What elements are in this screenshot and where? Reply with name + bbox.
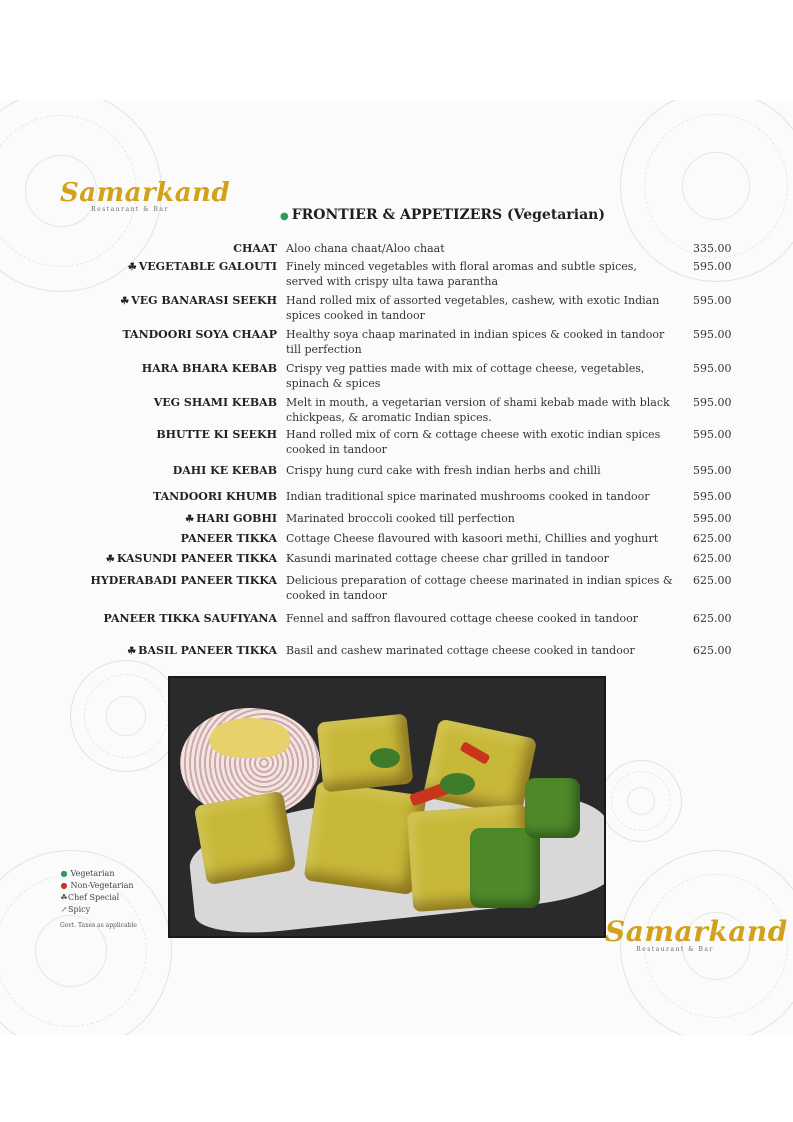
nonveg-dot-icon: ● [60, 881, 68, 890]
item-name [120, 293, 277, 309]
brand-tagline-footer: Restaurant & Bar [636, 946, 714, 953]
item-name-text: TANDOORI SOYA CHAAP [122, 328, 277, 341]
item-name-text: VEG SHAMI KEBAB [153, 396, 277, 409]
item-name-text: HYDERABADI PANEER TIKKA [90, 574, 277, 587]
capsicum-piece [470, 828, 540, 908]
item-name-text: BHUTTE KI SEEKH [156, 428, 277, 441]
item-name [142, 361, 277, 376]
item-price: 625.00 [693, 552, 732, 565]
brand-tagline: Restaurant & Bar [91, 206, 169, 213]
herb-garnish [440, 773, 475, 795]
item-price: 595.00 [693, 490, 732, 503]
item-name [153, 489, 277, 504]
item-name-text: BASIL PANEER TIKKA [138, 644, 277, 657]
brand-name-footer: Samarkand [605, 915, 788, 948]
paneer-piece [317, 713, 414, 792]
legend-nonveg-label: Non-Vegetarian [70, 881, 134, 890]
item-description: Hand rolled mix of assorted vegetables, cashew, with exotic Indian spices cooked in tandoor [286, 294, 660, 322]
item-description: Crispy hung curd cake with fresh indian herbs and chilli [286, 464, 601, 477]
item-description: Indian traditional spice marinated mushrooms cooked in tandoor [286, 490, 650, 503]
item-description: Melt in mouth, a vegetarian version of shami kebab made with black chickpeas, & aromatic Indian spices. [286, 396, 670, 424]
item-name [156, 427, 277, 442]
item-description: Cottage Cheese flavoured with kasoori methi, Chillies and yoghurt [286, 532, 659, 545]
veg-dot-icon: ● [60, 869, 68, 878]
item-description: Marinated broccoli cooked till perfection [286, 512, 515, 525]
chili-icon: ↗ [60, 905, 68, 914]
item-name [181, 531, 277, 546]
brand-logo-footer [605, 915, 788, 953]
item-name [128, 259, 277, 275]
item-price: 335.00 [693, 242, 732, 255]
legend-spicy-label: Spicy [68, 905, 91, 914]
item-name-text: HARI GOBHI [196, 512, 277, 525]
item-price: 595.00 [693, 362, 732, 375]
item-name-text: CHAAT [233, 242, 277, 255]
item-name [127, 643, 277, 659]
item-name [233, 241, 277, 256]
item-description: Aloo chana chaat/Aloo chaat [286, 242, 445, 255]
item-name-text: PANEER TIKKA [180, 532, 277, 545]
chef-hat-icon: ☘ [127, 646, 137, 657]
item-name-text: TANDOORI KHUMB [152, 490, 277, 503]
item-price: 595.00 [693, 328, 732, 341]
taxes-note: Govt. Taxes as applicable [60, 922, 137, 929]
item-name [104, 611, 277, 626]
item-name-text: VEGETABLE GALOUTI [138, 260, 277, 273]
item-name [154, 395, 277, 410]
mandala-ornament [70, 660, 182, 772]
item-description: Hand rolled mix of corn & cottage cheese with exotic indian spices cooked in tandoor [286, 428, 661, 456]
item-price: 595.00 [693, 396, 732, 409]
mandala-ornament [600, 760, 682, 842]
paneer-piece [194, 791, 297, 885]
chef-hat-icon: ☘ [120, 296, 130, 307]
chef-hat-icon: ☘ [105, 554, 115, 565]
brand-logo [60, 178, 231, 213]
item-price: 625.00 [693, 532, 732, 545]
legend-spicy [60, 904, 137, 916]
item-price: 625.00 [693, 644, 732, 657]
item-name [90, 573, 277, 588]
item-description: Basil and cashew marinated cottage cheese cooked in tandoor [286, 644, 635, 657]
item-name [106, 551, 277, 567]
legend [60, 868, 137, 932]
item-name [122, 327, 277, 342]
herb-garnish [370, 748, 400, 768]
item-description: Kasundi marinated cottage cheese char grilled in tandoor [286, 552, 609, 565]
item-name-text: HARA BHARA KEBAB [141, 362, 277, 375]
chef-hat-icon: ☘ [185, 514, 195, 525]
brand-name: Samarkand [60, 178, 231, 208]
section-title [280, 207, 605, 223]
chef-hat-icon: ☘ [60, 893, 68, 902]
legend-veg-label: Vegetarian [70, 869, 115, 878]
item-name-text: KASUNDI PANEER TIKKA [116, 552, 277, 565]
capsicum-piece [525, 778, 580, 838]
item-description: Healthy soya chaap marinated in indian spices & cooked in tandoor till perfection [286, 328, 665, 356]
item-price: 595.00 [693, 260, 732, 273]
item-name-text: PANEER TIKKA SAUFIYANA [103, 612, 277, 625]
item-description: Fennel and saffron flavoured cottage cheese cooked in tandoor [286, 612, 638, 625]
legend-chef-label: Chef Special [68, 893, 120, 902]
legend-chef [60, 892, 137, 904]
chef-hat-icon: ☘ [127, 262, 137, 273]
item-price: 595.00 [693, 428, 732, 441]
item-name-text: DAHI KE KEBAB [172, 464, 277, 477]
veg-bullet-icon: ● [280, 211, 289, 222]
section-title-text: FRONTIER & APPETIZERS (Vegetarian) [291, 207, 605, 223]
item-description: Delicious preparation of cottage cheese marinated in indian spices & cooked in tandoor [286, 574, 673, 602]
item-name [173, 463, 277, 478]
legend-veg [60, 868, 137, 880]
item-price: 625.00 [693, 612, 732, 625]
food-photo [168, 676, 606, 938]
lemon-wedge [210, 718, 290, 758]
item-name-text: VEG BANARASI SEEKH [131, 294, 277, 307]
legend-nonveg [60, 880, 137, 892]
item-price: 595.00 [693, 512, 732, 525]
item-description: Finely minced vegetables with floral aromas and subtle spices, served with crispy ulta tawa parantha [286, 260, 637, 288]
item-name [185, 511, 277, 527]
item-price: 595.00 [693, 464, 732, 477]
item-description: Crispy veg patties made with mix of cottage cheese, vegetables, spinach & spices [286, 362, 645, 390]
item-price: 595.00 [693, 294, 732, 307]
item-price: 625.00 [693, 574, 732, 587]
